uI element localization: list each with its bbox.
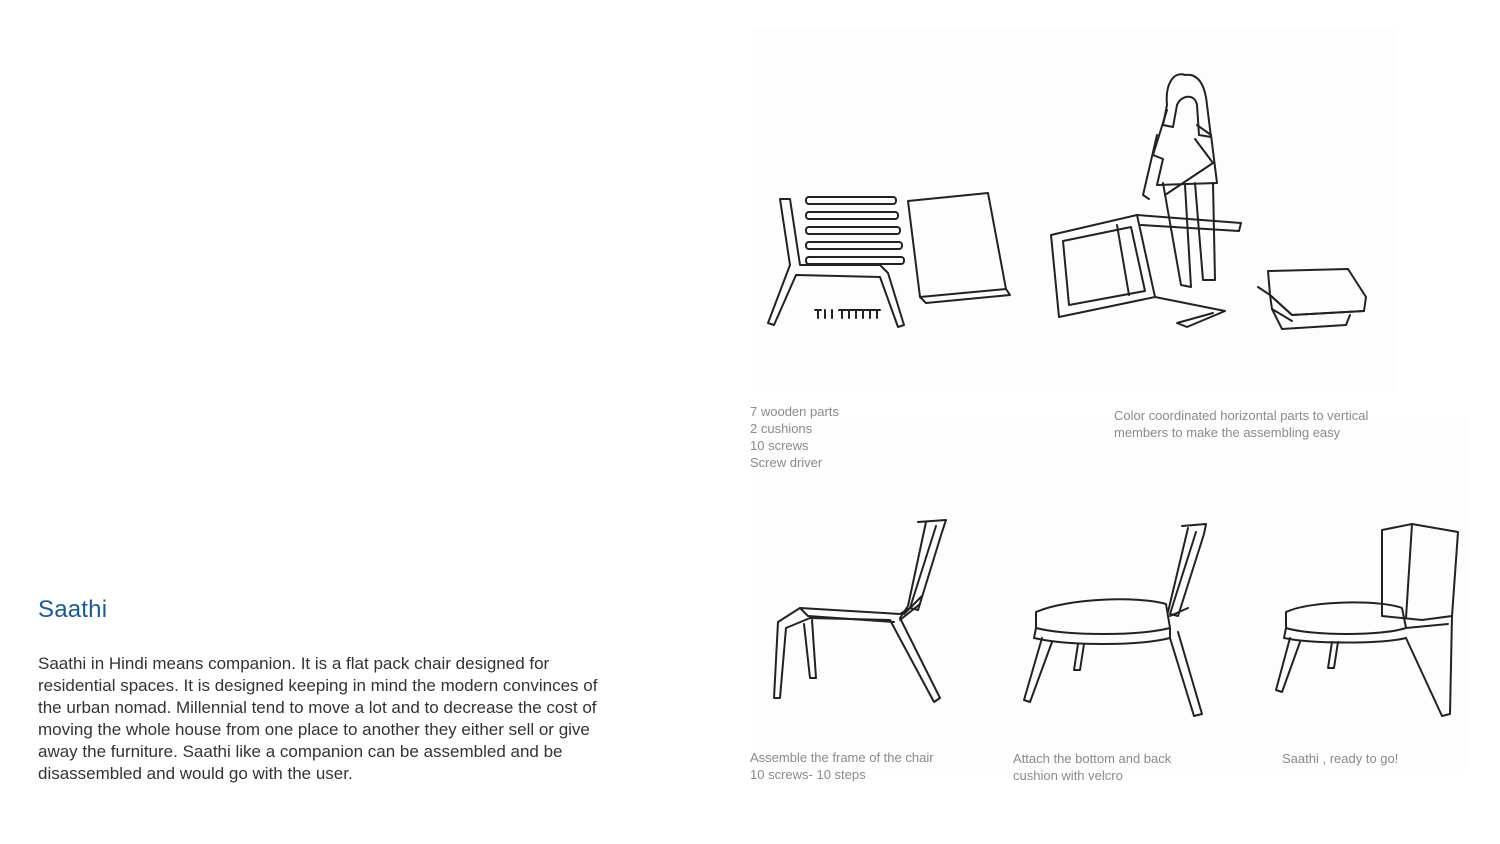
attach-caption-line: cushion with velcro bbox=[1013, 768, 1123, 783]
attach-cushion-caption bbox=[1013, 750, 1171, 784]
color-coordination-caption bbox=[1114, 407, 1368, 441]
ready-caption bbox=[1282, 750, 1398, 767]
parts-caption bbox=[750, 403, 839, 471]
chair-with-cushion-drawing-icon bbox=[1018, 520, 1218, 725]
chair-frame-drawing-icon bbox=[770, 518, 950, 718]
project-description: Saathi in Hindi means companion. It is a flat pack chair designed for residential spaces. It is designed keeping in mind the modern convinces of the urban nomad. Millennial tend to move a lot and to decrease the cost of moving the whole house from one place to another they either sell or give away the furniture. Saathi like a companion can be assembled and be disassembled and would go with the user. bbox=[38, 654, 598, 783]
person-assembling-chair-drawing-icon bbox=[1045, 65, 1265, 345]
stacked-cushions-drawing-icon bbox=[1252, 265, 1372, 345]
parts-caption-line: 10 screws bbox=[750, 438, 809, 453]
assemble-caption-line: 10 screws- 10 steps bbox=[750, 767, 866, 782]
project-title: Saathi bbox=[38, 596, 108, 623]
finished-chair-drawing-icon bbox=[1272, 520, 1472, 725]
parts-caption-line: 7 wooden parts bbox=[750, 404, 839, 419]
ready-caption-line: Saathi , ready to go! bbox=[1282, 751, 1399, 766]
assemble-caption-line: Assemble the frame of the chair bbox=[750, 750, 934, 765]
color-caption-line: members to make the assembling easy bbox=[1114, 425, 1341, 440]
flat-pack-parts-drawing-icon bbox=[760, 185, 1020, 335]
assemble-frame-caption bbox=[750, 749, 934, 783]
parts-caption-line: Screw driver bbox=[750, 455, 823, 470]
attach-caption-line: Attach the bottom and back bbox=[1013, 751, 1172, 766]
parts-caption-line: 2 cushions bbox=[750, 421, 813, 436]
color-caption-line: Color coordinated horizontal parts to vertical bbox=[1114, 408, 1369, 423]
